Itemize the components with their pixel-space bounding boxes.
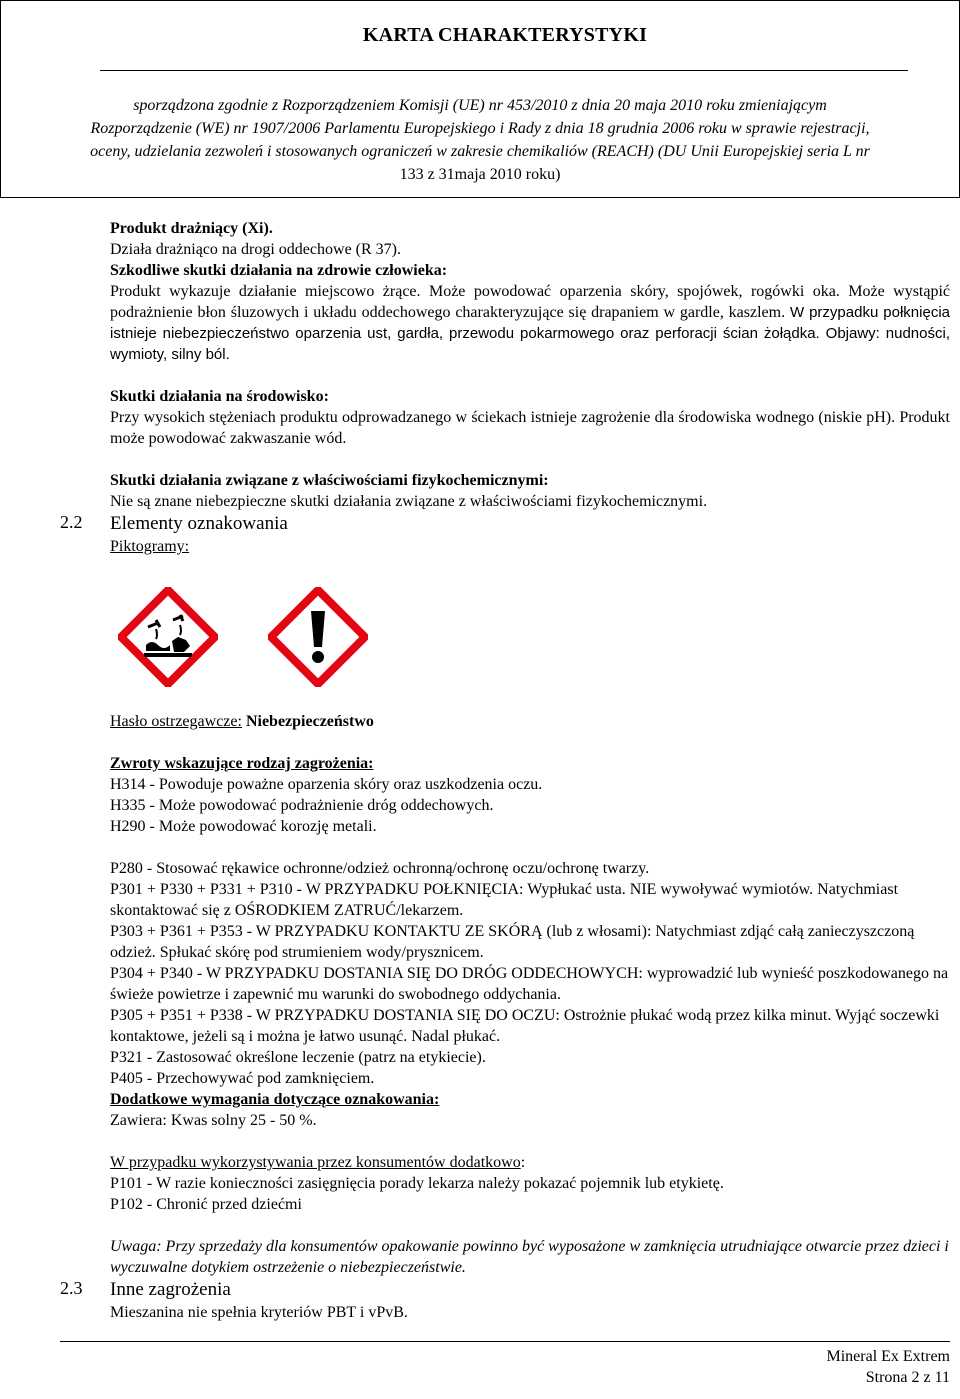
footer-page: Strona 2 z 11 [865, 1369, 950, 1386]
h-statement: H314 - Powoduje poważne oparzenia skóry oraz uszkodzenia oczu. [110, 776, 543, 793]
health-text-c: W przypadku połknięcia istnieje niebezpieczeństwo oparzenia ust, gardła, przewodu pokarmowego oraz perforacji ścian żołądka. Objawy: nudności, wymioty, silny ból. [110, 304, 951, 363]
extra-text: Zawiera: Kwas solny 25 - 50 %. [110, 1112, 317, 1129]
h-statement: H290 - Może powodować korozję metali. [110, 818, 377, 835]
consumer-statement: P101 - W razie konieczności zasięgnięcia porady lekarza należy pokazać pojemnik lub etykietę. [110, 1175, 724, 1192]
irritant-heading: Produkt drażniący (Xi). [110, 220, 273, 237]
regulation-line: oceny, udzielania zezwoleń i stosowanych ograniczeń w zakresie chemikaliów (REACH) (DU Unii Europejskiej seria L nr [90, 143, 870, 160]
section-2-3-text: Mieszanina nie spełnia kryteriów PBT i vPvB. [110, 1304, 408, 1321]
h-statement: H335 - Może powodować podrażnienie dróg oddechowych. [110, 797, 494, 814]
signal-line [110, 711, 950, 732]
section-number: 2.3 [60, 1278, 83, 1298]
page-footer [826, 1346, 950, 1388]
consumer-line: W przypadku wykorzystywania przez konsumentów dodatkowo: [110, 1154, 526, 1171]
pictograms-label: Piktogramy: [110, 538, 190, 555]
consumer-statement: P102 - Chronić przed dziećmi [110, 1196, 302, 1213]
title-rule [100, 70, 908, 71]
document-body [60, 218, 951, 1323]
health-heading: Szkodliwe skutki działania na zdrowie człowieka: [110, 262, 448, 279]
health-text-b: Może wystąpić podrażnienie błon śluzowych i układu oddechowego charakteryzujące się drapaniem w gardle, kaszlem. [110, 283, 951, 321]
pictogram-row [110, 557, 950, 697]
signal-label: Hasło ostrzegawcze: [110, 713, 242, 730]
regulation-line: Rozporządzenie (WE) nr 1907/2006 Parlamentu Europejskiego i Rady z dnia 18 grudnia 2006 roku w sprawie rejestracji, [90, 120, 870, 137]
p-statement: P280 - Stosować rękawice ochronne/odzież ochronną/ochronę oczu/ochronę twarzy. [110, 860, 650, 877]
irritant-line: Działa drażniąco na drogi oddechowe (R 37). [110, 241, 401, 258]
p-statement: P305 + P351 + P338 - W PRZYPADKU DOSTANIA SIĘ DO OCZU: Ostrożnie płukać wodą przez kilka minut. Wyjąć soczewki kontaktowe, jeżeli są i można je łatwo usunąć. Nadal płukać. [110, 1007, 940, 1045]
p-statement: P303 + P361 + P353 - W PRZYPADKU KONTAKTU ZE SKÓRĄ (lub z włosami): Natychmiast zdjąć całą zanieczyszczoną odzież. Spłukać skórę pod strumieniem wody/prysznicem. [110, 923, 915, 961]
corrosion-icon [118, 587, 218, 687]
section-title: Inne zagrożenia [110, 1279, 231, 1300]
regulation-text [20, 94, 940, 186]
phys-text: Nie są znane niebezpieczne skutki działania związane z właściwościami fizykochemicznymi. [110, 493, 708, 510]
consumer-heading: W przypadku wykorzystywania przez konsumentów dodatkowo [110, 1154, 521, 1171]
footer-rule [60, 1341, 950, 1342]
env-heading: Skutki działania na środowisko: [110, 388, 329, 405]
regulation-line: sporządzona zgodnie z Rozporządzeniem Komisji (UE) nr 453/2010 z dnia 20 maja 2010 roku zmieniającym [133, 97, 827, 114]
health-text [110, 281, 950, 365]
p-statement: P405 - Przechowywać pod zamknięciem. [110, 1070, 375, 1087]
phys-heading: Skutki działania związane z właściwościami fizykochemicznymi: [110, 472, 549, 489]
section-number: 2.2 [60, 512, 83, 532]
signal-word: Niebezpieczeństwo [245, 713, 374, 730]
footer-product: Mineral Ex Extrem [826, 1348, 950, 1365]
p-statement: P321 - Zastosować określone leczenie (patrz na etykiecie). [110, 1049, 486, 1066]
exclamation-icon [268, 587, 368, 687]
p-statement: P304 + P340 - W PRZYPADKU DOSTANIA SIĘ DO DRÓG ODDECHOWYCH: wyprowadzić lub wynieść poszkodowanego na świeże powietrze i zapewnić mu warunki do swobodnego oddychania. [110, 965, 949, 1003]
section-title: Elementy oznakowania [110, 513, 288, 534]
document-title: KARTA CHARAKTERYSTYKI [362, 24, 648, 46]
health-text-a: Produkt wykazuje działanie miejscowo żrące. Może powodować oparzenia skóry, spojówek, rogówki oka. [110, 283, 840, 300]
note-text: Uwaga: Przy sprzedaży dla konsumentów opakowanie powinno być wyposażone w zamknięcia utrudniające otwarcie przez dzieci i wyczuwalne dotykiem ostrzeżenie o niebezpieczeństwie. [110, 1238, 949, 1276]
regulation-line: 133 z 31maja 2010 roku) [399, 166, 561, 183]
env-text: Przy wysokich stężeniach produktu odprowadzanego w ściekach istnieje zagrożenie dla środowiska wodnego (niskie pH). Produkt może powodować zakwaszanie wód. [110, 409, 950, 447]
p-statement: P301 + P330 + P331 + P310 - W PRZYPADKU POŁKNIĘCIA: Wypłukać usta. NIE wywoływać wymiotów. Natychmiast skontaktować się z OŚRODKIEM ZATRUĆ/lekarzem. [110, 881, 899, 919]
extra-heading: Dodatkowe wymagania dotyczące oznakowania: [110, 1091, 440, 1108]
h-heading: Zwroty wskazujące rodzaj zagrożenia: [110, 755, 374, 772]
